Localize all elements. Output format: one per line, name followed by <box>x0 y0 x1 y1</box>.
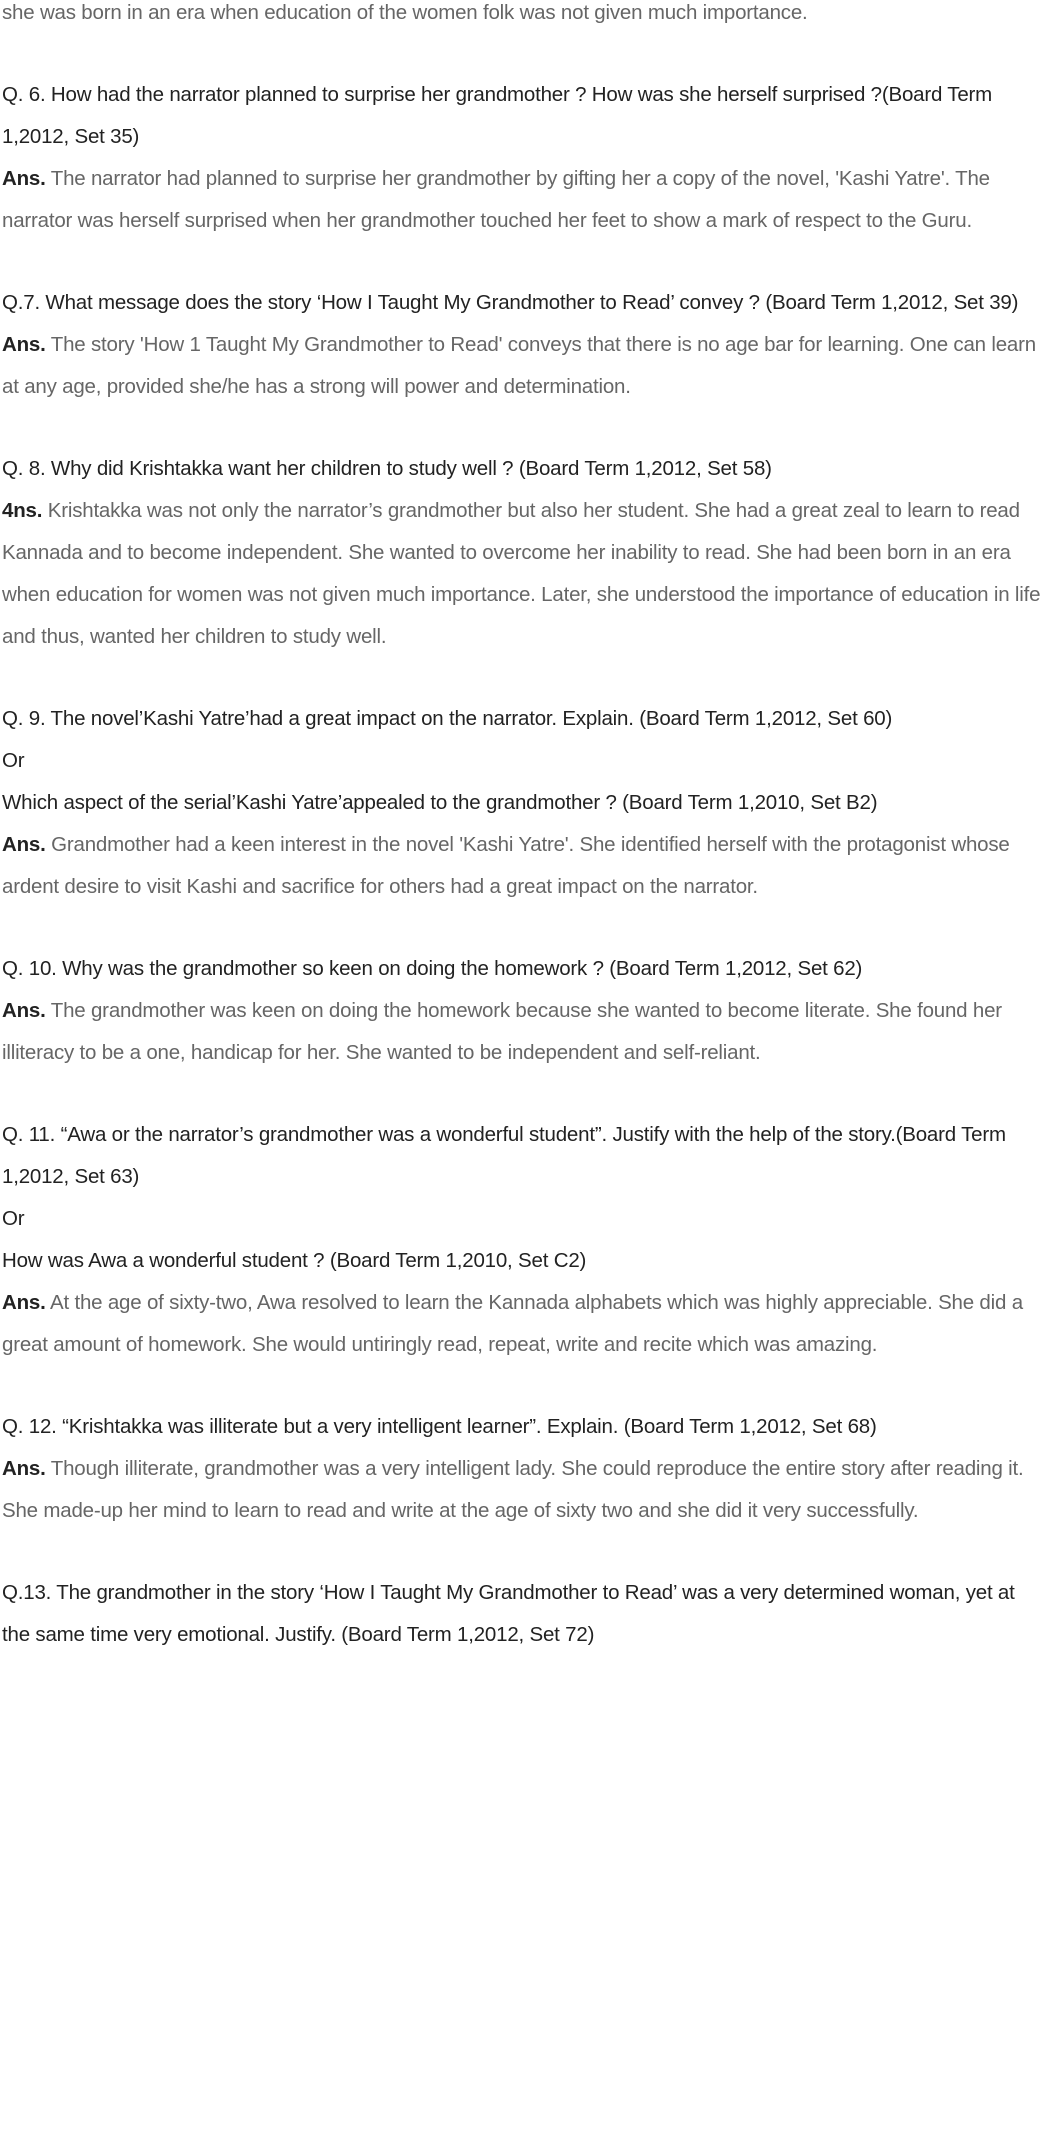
answer-text: Krishtakka was not only the narrator’s grandmother but also her student. She had a great zeal to learn to read Kannada and to become independent. She wanted to overcome her inability to read. She had been born in an era when education for women was not given much importance. Later, she understood the importance of education in life and thus, wanted her children to study well. <box>2 499 1041 648</box>
answer <box>2 1448 1047 1532</box>
answer-text: The story 'How 1 Taught My Grandmother to Read' conveys that there is no age bar for learning. One can learn at any age, provided she/he has a strong will power and determination. <box>2 333 1036 398</box>
question-text: Q. 6. How had the narrator planned to surprise her grandmother ? How was she herself surprised ?(Board Term 1,2012, Set 35) <box>2 83 993 148</box>
alternate-question-text: How was Awa a wonderful student ? (Board Term 1,2010, Set C2) <box>2 1249 587 1272</box>
qa-item <box>2 1114 1047 1366</box>
qa-item <box>2 1572 1047 1656</box>
qa-item <box>2 74 1047 242</box>
answer-text: Grandmother had a keen interest in the novel 'Kashi Yatre'. She identified herself with the protagonist whose ardent desire to visit Kashi and sacrifice for others had a great impact on the narrator. <box>2 833 1010 898</box>
qa-item <box>2 448 1047 658</box>
answer <box>2 990 1047 1074</box>
qa-item <box>2 1406 1047 1532</box>
qa-item <box>2 282 1047 408</box>
qa-item <box>2 698 1047 908</box>
answer-label: Ans. <box>2 833 46 856</box>
question-text: Q.7. What message does the story ‘How I Taught My Grandmother to Read’ convey ? (Board Term 1,2012, Set 39) <box>2 291 1019 314</box>
or-separator: Or <box>2 749 25 772</box>
question-text: Q. 12. “Krishtakka was illiterate but a very intelligent learner”. Explain. (Board Term 1,2012, Set 68) <box>2 1415 877 1438</box>
or-separator: Or <box>2 1207 25 1230</box>
question-text: Q. 8. Why did Krishtakka want her children to study well ? (Board Term 1,2012, Set 58) <box>2 457 772 480</box>
answer-text: The grandmother was keen on doing the homework because she wanted to become literate. She found her illiteracy to be a one, handicap for her. She wanted to be independent and self-reliant. <box>2 999 1002 1064</box>
answer <box>2 824 1047 908</box>
answer-label: Ans. <box>2 333 46 356</box>
answer-label: Ans. <box>2 1291 46 1314</box>
answer-text: Though illiterate, grandmother was a very intelligent lady. She could reproduce the entire story after reading it. She made-up her mind to learn to read and write at the age of sixty two and she did it very successfully. <box>2 1457 1024 1522</box>
answer <box>2 158 1047 242</box>
qa-item <box>2 948 1047 1074</box>
alternate-question-text: Which aspect of the serial’Kashi Yatre’appealed to the grandmother ? (Board Term 1,2010, Set B2) <box>2 791 878 814</box>
lead-paragraph: she was born in an era when education of the women folk was not given much importance. <box>2 1 808 24</box>
answer-label: Ans. <box>2 167 46 190</box>
question-text: Q. 11. “Awa or the narrator’s grandmother was a wonderful student”. Justify with the help of the story.(Board Term 1,2012, Set 63) <box>2 1123 1006 1188</box>
question-text: Q.13. The grandmother in the story ‘How I Taught My Grandmother to Read’ was a very determined woman, yet at the same time very emotional. Justify. (Board Term 1,2012, Set 72) <box>2 1581 1015 1646</box>
answer-text: The narrator had planned to surprise her grandmother by gifting her a copy of the novel, 'Kashi Yatre'. The narrator was herself surprised when her grandmother touched her feet to show a mark of respect to the Guru. <box>2 167 990 232</box>
answer <box>2 324 1047 408</box>
answer <box>2 490 1047 658</box>
answer-text: At the age of sixty-two, Awa resolved to learn the Kannada alphabets which was highly appreciable. She did a great amount of homework. She would untiringly read, repeat, write and recite which was amazing. <box>2 1291 1023 1356</box>
question-text: Q. 9. The novel’Kashi Yatre’had a great impact on the narrator. Explain. (Board Term 1,2012, Set 60) <box>2 707 893 730</box>
answer-label: 4ns. <box>2 499 43 522</box>
answer-label: Ans. <box>2 1457 46 1480</box>
answer-label: Ans. <box>2 999 46 1022</box>
answer <box>2 1282 1047 1366</box>
question-text: Q. 10. Why was the grandmother so keen on doing the homework ? (Board Term 1,2012, Set 62) <box>2 957 863 980</box>
qa-list <box>2 74 1047 1656</box>
